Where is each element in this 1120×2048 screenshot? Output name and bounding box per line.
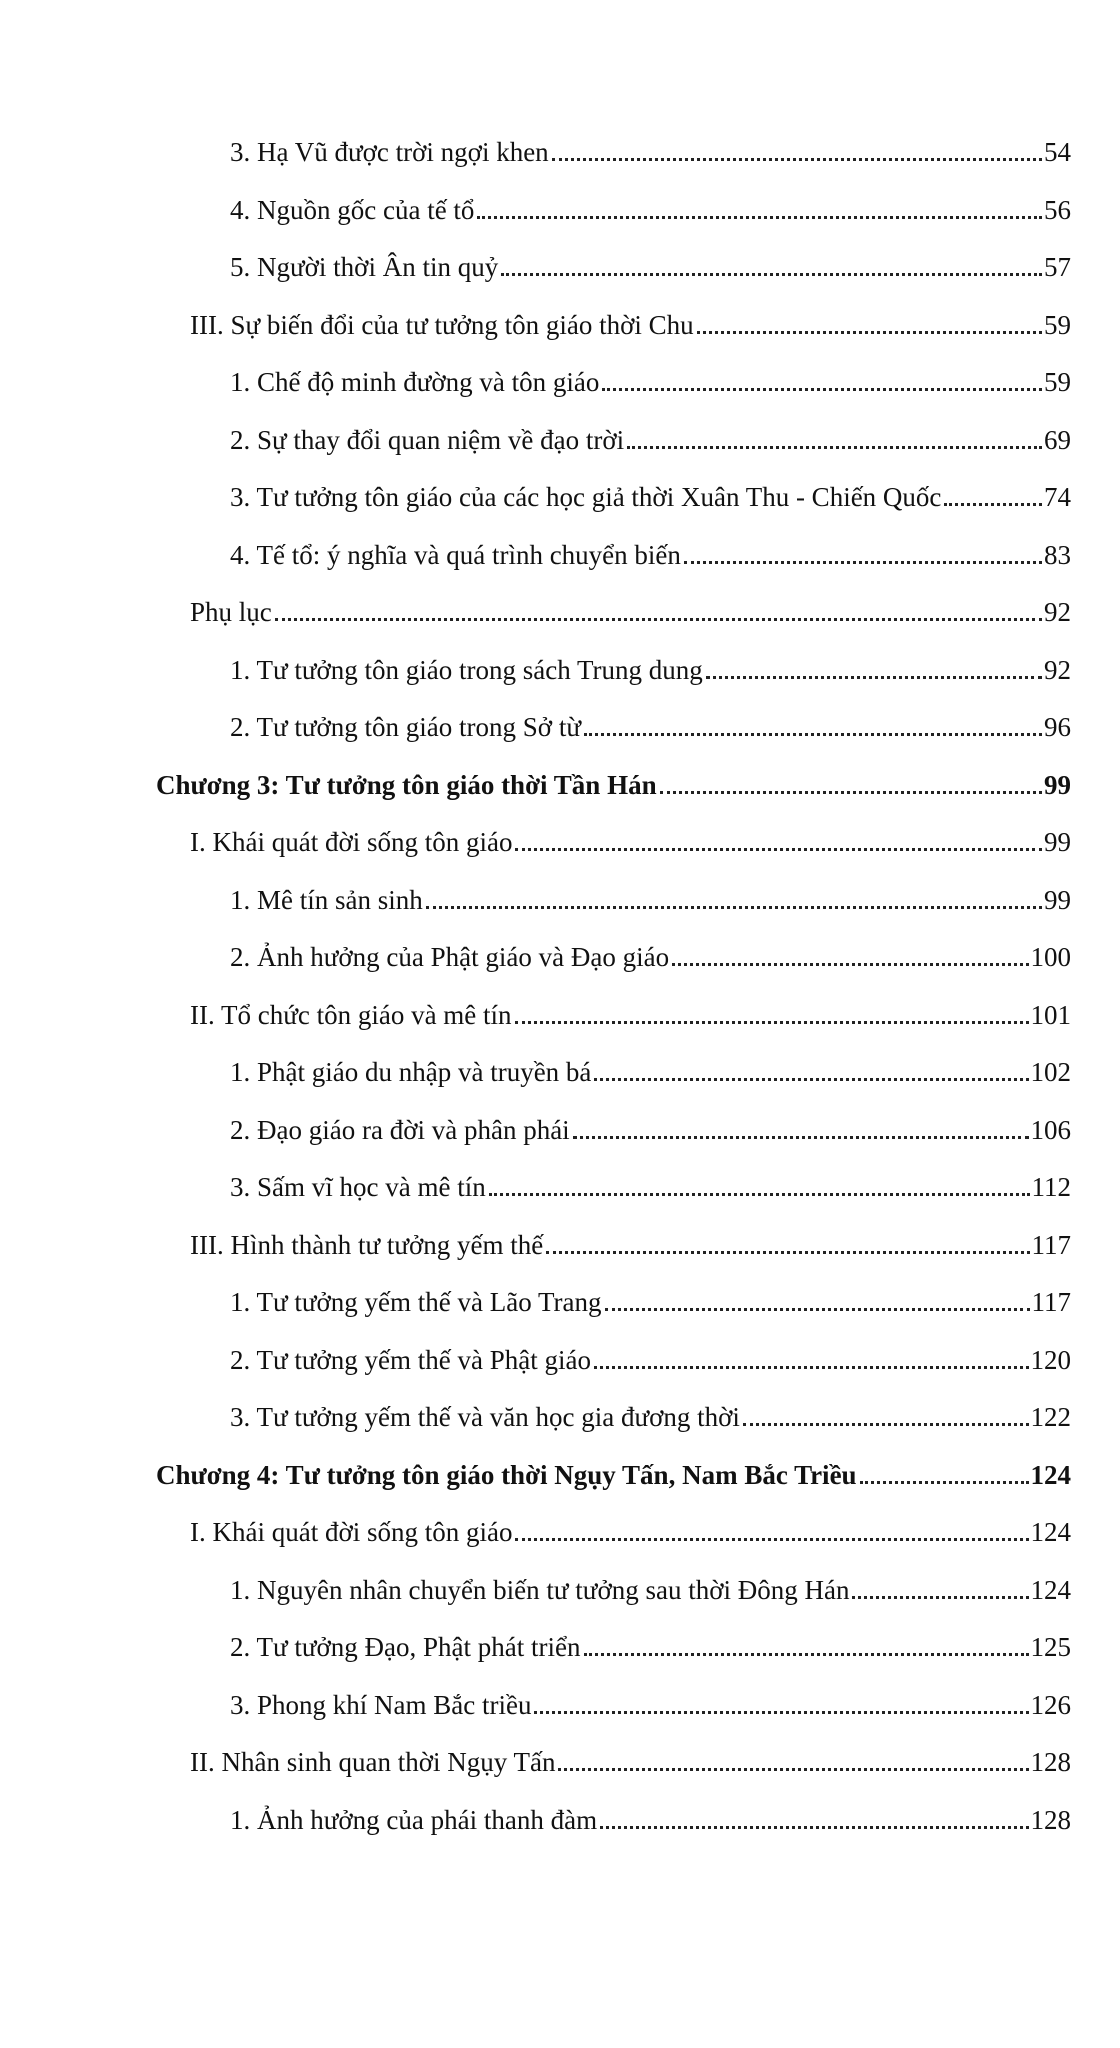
toc-entry-page-number: 120 <box>1030 1344 1071 1375</box>
toc-entry-page-number: 92 <box>1044 654 1071 685</box>
toc-entry-title: III. Hình thành tư tưởng yếm thế <box>190 1229 544 1260</box>
toc-entry-page-number: 83 <box>1044 539 1071 570</box>
dot-leader <box>552 158 1042 161</box>
toc-entry-item <box>0 137 1120 195</box>
dot-leader <box>697 331 1042 334</box>
toc-entry-page-number: 96 <box>1044 712 1071 742</box>
toc-entry-page-number: 128 <box>1030 1804 1071 1835</box>
toc-entry-title: 2. Sự thay đổi quan niệm về đạo trời <box>230 424 625 455</box>
toc-entry-section <box>0 827 1120 885</box>
toc-entry-item <box>0 885 1120 943</box>
dot-leader <box>515 1538 1028 1541</box>
toc-entry-title: 2. Tư tưởng Đạo, Phật phát triển <box>230 1632 581 1662</box>
toc-entry-section <box>0 1517 1120 1575</box>
toc-entry-page-number: 59 <box>1044 309 1071 340</box>
dot-leader <box>852 1596 1028 1599</box>
dot-leader <box>573 1136 1029 1139</box>
toc-entry-page-number: 101 <box>1030 999 1071 1030</box>
dot-leader <box>602 388 1042 391</box>
toc-entry-item <box>0 1172 1120 1230</box>
toc-entry-page-number: 54 <box>1044 137 1071 167</box>
toc-entry-item <box>0 367 1120 425</box>
toc-entry-title: 4. Nguồn gốc của tế tổ <box>230 194 475 225</box>
toc-entry-page-number: 117 <box>1031 1287 1071 1317</box>
dot-leader <box>477 216 1042 219</box>
dot-leader <box>534 1711 1028 1714</box>
toc-entry-page-number: 100 <box>1030 942 1071 972</box>
dot-leader <box>584 1653 1029 1656</box>
toc-entry-page-number: 124 <box>1030 1517 1071 1547</box>
toc-entry-page-number: 102 <box>1030 1057 1071 1087</box>
toc-entry-title: Chương 3: Tư tưởng tôn giáo thời Tần Hán <box>156 769 657 800</box>
toc-entry-page-number: 99 <box>1044 884 1071 915</box>
toc-entry-page-number: 99 <box>1044 769 1071 800</box>
toc-entry-page-number: 128 <box>1030 1747 1071 1777</box>
dot-leader <box>660 791 1042 794</box>
toc-entry-section <box>0 310 1120 368</box>
toc-entry-item <box>0 540 1120 598</box>
toc-entry-item <box>0 195 1120 253</box>
toc-entry-item <box>0 1345 1120 1403</box>
toc-entry-item <box>0 1690 1120 1748</box>
toc-entry-item <box>0 655 1120 713</box>
dot-leader <box>489 1193 1030 1196</box>
dot-leader <box>515 848 1042 851</box>
dot-leader <box>594 1366 1029 1369</box>
toc-entry-title: 3. Tư tưởng tôn giáo của các học giả thời Xuân Thu - Chiến Quốc <box>230 482 942 512</box>
toc-entry-page-number: 126 <box>1030 1689 1071 1720</box>
toc-entry-title: II. Tổ chức tôn giáo và mê tín <box>190 999 512 1030</box>
toc-entry-title: 5. Người thời Ân tin quỷ <box>230 252 499 282</box>
dot-leader <box>706 676 1042 679</box>
toc-entry-title: 1. Tư tưởng tôn giáo trong sách Trung dung <box>230 654 703 685</box>
dot-leader <box>627 446 1042 449</box>
toc-entry-title: 4. Tế tổ: ý nghĩa và quá trình chuyển biến <box>230 539 681 570</box>
toc-entry-page-number: 59 <box>1044 367 1071 397</box>
toc-entry-page-number: 57 <box>1044 252 1071 282</box>
dot-leader <box>743 1423 1029 1426</box>
toc-entry-item <box>0 712 1120 770</box>
toc-entry-page-number: 112 <box>1031 1172 1071 1202</box>
toc-entry-title: 1. Phật giáo du nhập và truyền bá <box>230 1057 592 1087</box>
dot-leader <box>605 1308 1030 1311</box>
toc-entry-page-number: 122 <box>1030 1402 1071 1432</box>
toc-entry-title: 1. Ảnh hưởng của phái thanh đàm <box>230 1804 598 1835</box>
toc-entry-title: 2. Ảnh hưởng của Phật giáo và Đạo giáo <box>230 942 670 972</box>
toc-entry-page-number: 74 <box>1044 482 1071 512</box>
dot-leader <box>600 1826 1028 1829</box>
dot-leader <box>944 503 1042 506</box>
toc-entry-title: 1. Mê tín sản sinh <box>230 884 423 915</box>
dot-leader <box>515 1021 1029 1024</box>
toc-entry-page-number: 124 <box>1030 1574 1071 1605</box>
toc-entry-item <box>0 1402 1120 1460</box>
toc-entry-item <box>0 1805 1120 1863</box>
toc-entry-item <box>0 425 1120 483</box>
dot-leader <box>594 1078 1028 1081</box>
toc-entry-title: I. Khái quát đời sống tôn giáo <box>190 1517 513 1547</box>
toc-entry-title: III. Sự biến đổi của tư tưởng tôn giáo thời Chu <box>190 309 694 340</box>
toc-entry-page-number: 56 <box>1044 194 1071 225</box>
toc-entry-item <box>0 1057 1120 1115</box>
toc-entry-title: 3. Hạ Vũ được trời ngợi khen <box>230 137 549 167</box>
toc-entry-title: Phụ lục <box>190 597 272 627</box>
toc-entry-page-number: 92 <box>1044 597 1071 627</box>
dot-leader <box>275 618 1042 621</box>
toc-entry-title: 3. Phong khí Nam Bắc triều <box>230 1689 532 1720</box>
toc-entry-page-number: 125 <box>1030 1632 1071 1662</box>
toc-entry-section <box>0 1747 1120 1805</box>
toc-entry-page-number: 69 <box>1044 424 1071 455</box>
toc-entry-item <box>0 1115 1120 1173</box>
toc-entry-item <box>0 942 1120 1000</box>
toc-entry-item <box>0 482 1120 540</box>
toc-entry-title: 3. Sấm vĩ học và mê tín <box>230 1172 486 1202</box>
toc-entry-title: I. Khái quát đời sống tôn giáo <box>190 827 513 857</box>
toc-entry-page-number: 117 <box>1031 1229 1071 1260</box>
toc-entry-appendix <box>0 597 1120 655</box>
dot-leader <box>672 963 1028 966</box>
toc-entry-page-number: 99 <box>1044 827 1071 857</box>
toc-entry-item <box>0 1575 1120 1633</box>
toc-entry-title: 2. Tư tưởng yếm thế và Phật giáo <box>230 1344 591 1375</box>
toc-entry-chapter <box>0 1460 1120 1518</box>
dot-leader <box>546 1251 1029 1254</box>
dot-leader <box>860 1481 1029 1484</box>
toc-entry-title: 2. Đạo giáo ra đời và phân phái <box>230 1114 570 1145</box>
toc-entry-title: II. Nhân sinh quan thời Ngụy Tấn <box>190 1747 556 1777</box>
toc-entry-title: 2. Tư tưởng tôn giáo trong Sở từ <box>230 712 581 742</box>
table-of-contents <box>0 137 1120 1862</box>
toc-entry-title: Chương 4: Tư tưởng tôn giáo thời Ngụy Tấn, Nam Bắc Triều <box>156 1459 857 1490</box>
toc-entry-title: 1. Chế độ minh đường và tôn giáo <box>230 367 600 397</box>
toc-entry-page-number: 106 <box>1030 1114 1071 1145</box>
toc-entry-section <box>0 1230 1120 1288</box>
dot-leader <box>684 561 1042 564</box>
toc-entry-page-number: 124 <box>1030 1459 1071 1490</box>
toc-entry-title: 1. Tư tưởng yếm thế và Lão Trang <box>230 1287 602 1317</box>
toc-entry-item <box>0 1632 1120 1690</box>
dot-leader <box>584 733 1042 736</box>
toc-entry-item <box>0 252 1120 310</box>
toc-entry-chapter <box>0 770 1120 828</box>
dot-leader <box>501 273 1042 276</box>
dot-leader <box>558 1768 1028 1771</box>
dot-leader <box>426 906 1042 909</box>
toc-entry-title: 3. Tư tưởng yếm thế và văn học gia đương thời <box>230 1402 740 1432</box>
toc-entry-section <box>0 1000 1120 1058</box>
toc-entry-title: 1. Nguyên nhân chuyển biến tư tưởng sau thời Đông Hán <box>230 1574 850 1605</box>
toc-entry-item <box>0 1287 1120 1345</box>
